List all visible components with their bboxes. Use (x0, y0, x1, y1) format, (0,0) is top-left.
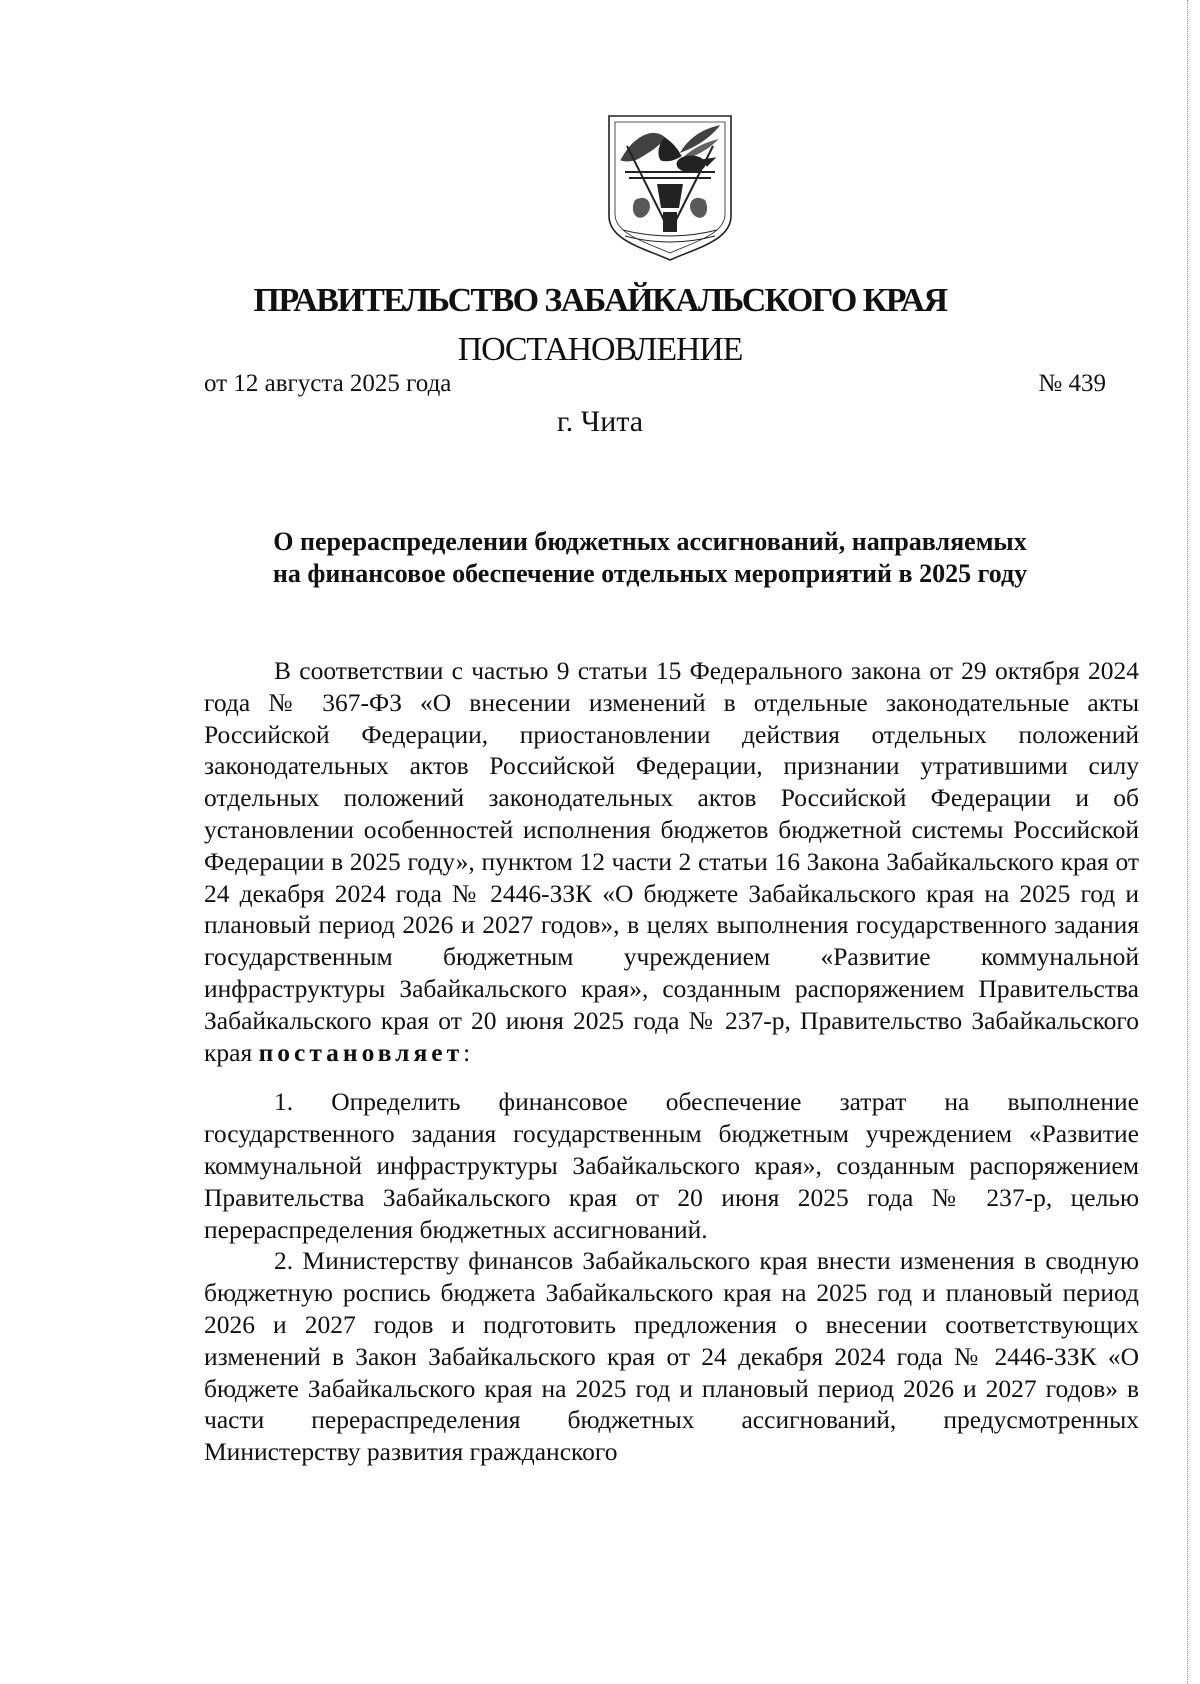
subject-line-1: О перераспределении бюджетных ассигнований, направляемых (273, 527, 1027, 556)
document-number: № 439 (1038, 370, 1106, 397)
scan-edge-line (1187, 0, 1188, 1684)
decree-word: постановляет (258, 1037, 464, 1067)
document-body (204, 655, 1139, 1468)
document-city: г. Чита (556, 405, 644, 438)
coat-of-arms-icon (605, 112, 735, 264)
decree-colon: : (463, 1037, 471, 1067)
document-date: от 12 августа 2025 года (204, 370, 452, 397)
item-1-paragraph: 1. Определить финансовое обеспечение затрат на выполнение государственного задания государственным бюджетным учреждением «Развитие коммунальной инфраструктуры Забайкальского края», созданным распоряжением Правительства Забайкальского края от 20 июня 2025 года № 237-р, целью перераспределения бюджетных ассигнований. (204, 1087, 1139, 1244)
preamble-paragraph (204, 655, 1139, 1068)
organization-title: ПРАВИТЕЛЬСТВО ЗАБАЙКАЛЬСКОГО КРАЯ (253, 282, 947, 319)
preamble-text: В соответствии с частью 9 статьи 15 Федерального закона от 29 октября 2024 года № 367-ФЗ «О внесении изменений в отдельные законодательные акты Российской Федерации, приостановлении действия отдельных положений законодательных актов Российской Федерации, признании утратившими силу отдельных положений законодательных актов Российской Федерации и об установлении особенностей исполнения бюджетов бюджетной системы Российской Федерации в 2025 году», пунктом 12 части 2 статьи 16 Закона Забайкальского края от 24 декабря 2024 года № 2446-ЗЗК «О бюджете Забайкальского края на 2025 год и плановый период 2026 и 2027 годов», в целях выполнения государственного задания государственным бюджетным учреждением «Развитие коммунальной инфраструктуры Забайкальского края», созданным распоряжением Правительства Забайкальского края от 20 июня 2025 года № 237-р, Правительство Забайкальского края (204, 656, 1139, 1067)
subject-line-2: на финансовое обеспечение отдельных мероприятий в 2025 году (272, 559, 1028, 588)
item-2-paragraph: 2. Министерству финансов Забайкальского края внести изменения в сводную бюджетную роспись бюджета Забайкальского края на 2025 год и плановый период 2026 и 2027 годов и подготовить предложения о внесении соответствующих изменений в Закон Забайкальского края от 24 декабря 2024 года № 2446-ЗЗК «О бюджете Забайкальского края на 2025 год и плановый период 2026 и 2027 годов» в части перераспределения бюджетных ассигнований, предусмотренных Министерству развития гражданского (204, 1246, 1139, 1467)
document-subject (130, 526, 1170, 590)
document-type: ПОСТАНОВЛЕНИЕ (457, 331, 743, 368)
